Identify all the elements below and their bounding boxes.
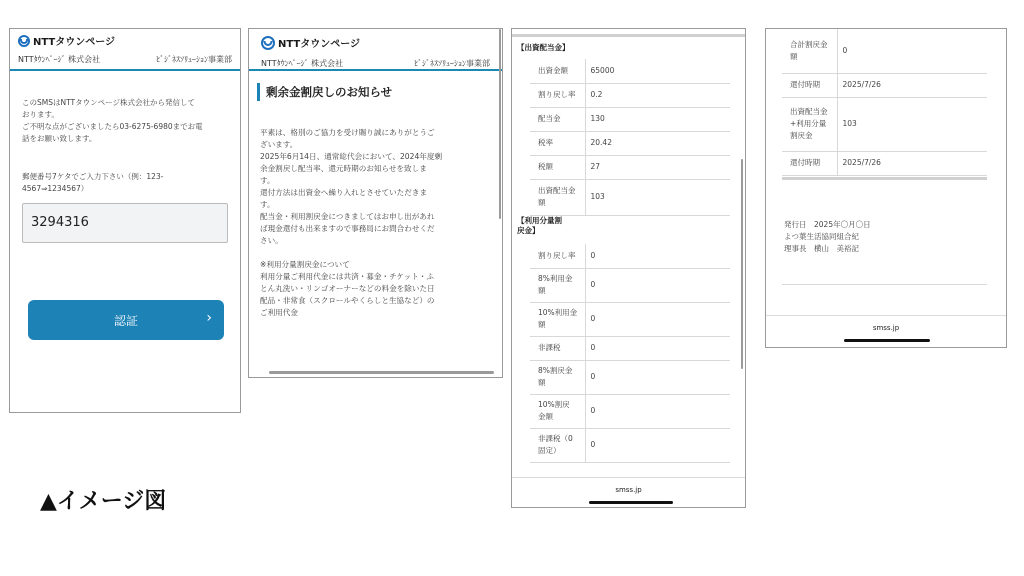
caption: ▲イメージ図 bbox=[40, 489, 167, 514]
row-value: 20.42 bbox=[585, 131, 730, 155]
screen-notice bbox=[248, 28, 503, 378]
row-label: 10%利用金 額 bbox=[530, 302, 585, 336]
divider bbox=[512, 29, 745, 37]
row-label: 8%利用金 額 bbox=[530, 268, 585, 302]
row-value: 103 bbox=[585, 179, 730, 215]
intro-text: このSMSはNTTタウンページ株式会社から発信して おります。 ご不明な点がございましたら03-6275-6980までお電 話をお願い致します。 bbox=[22, 98, 203, 143]
postal-code-input[interactable]: 3294316 bbox=[22, 203, 228, 243]
table-row bbox=[782, 73, 987, 97]
horizontal-scrollbar[interactable] bbox=[269, 371, 494, 374]
row-value: 0 bbox=[585, 244, 730, 268]
table-row bbox=[530, 155, 730, 179]
site-domain: smss.jp bbox=[615, 486, 642, 494]
row-value: 130 bbox=[585, 107, 730, 131]
row-label: 還付時期 bbox=[782, 73, 837, 97]
row-label: 出資金額 bbox=[530, 59, 585, 83]
table-row bbox=[782, 97, 987, 151]
table-row bbox=[782, 151, 987, 175]
usage-refund-note: ※利用分量割戻金について 利用分量ご利用代金には共済・募金・チケット・ふ とん丸洗い・リンゴオーナーなどの料金を除いた日 配品・非常食（スクロールやくらしと生協など）の ご利用代金 bbox=[260, 260, 435, 317]
row-value: 0 bbox=[837, 29, 987, 73]
table-row bbox=[530, 360, 730, 394]
postal-code-label: 郵便番号7ケタでご入力下さい（例：123- 4567⇒1234567） bbox=[22, 172, 164, 193]
row-value: 0 bbox=[585, 302, 730, 336]
ntt-logo: NTTタウンページ bbox=[261, 35, 490, 50]
row-label: 8%割戻金 額 bbox=[530, 360, 585, 394]
chevron-right-icon: › bbox=[206, 310, 212, 326]
row-value: 0 bbox=[585, 360, 730, 394]
table-row bbox=[530, 131, 730, 155]
ntt-logo: NTTタウンページ bbox=[18, 33, 232, 48]
table-row bbox=[530, 179, 730, 215]
table-row bbox=[530, 244, 730, 268]
row-label: 還付時期 bbox=[782, 151, 837, 175]
section-heading-dividend: 【出資配当金】 bbox=[517, 43, 570, 52]
row-value: 27 bbox=[585, 155, 730, 179]
vertical-scrollbar[interactable] bbox=[741, 159, 743, 369]
row-label: 非課税 bbox=[530, 336, 585, 360]
company-name: NTTﾀｳﾝﾍﾟｰｼﾞ 株式会社 bbox=[18, 55, 101, 64]
table-row bbox=[530, 107, 730, 131]
site-domain: smss.jp bbox=[872, 324, 900, 332]
dividend-table bbox=[530, 59, 730, 216]
table-row bbox=[530, 394, 730, 428]
authenticate-button[interactable]: 認証 › bbox=[28, 300, 224, 340]
row-label: 出資配当金 額 bbox=[530, 179, 585, 215]
company-name: NTTﾀｳﾝﾍﾟｰｼﾞ 株式会社 bbox=[261, 59, 344, 68]
issuer-info: 発行日 2025年〇月〇日 よつ葉生活協同組合紀 理事長 横山 美裕記 bbox=[784, 220, 871, 253]
notice-body: 平素は、格別のご協力を受け賜り誠にありがとうご ざいます。 2025年6月14日、通常総代会において、2024年度剰 余金割戻し配当率、還元時期のお知らせを致しま す。 還付方法は出資金へ繰り入れとさせていただきま す。 配当金・利用割戻金につきましてはお申し出があれ ば現金還付も出来ますので事務局にお問合わせくだ さい。 bbox=[260, 128, 443, 245]
row-label: 税率 bbox=[530, 131, 585, 155]
table-row bbox=[530, 59, 730, 83]
home-indicator[interactable] bbox=[844, 339, 930, 342]
table-row bbox=[530, 428, 730, 462]
ntt-logo-icon bbox=[18, 35, 30, 47]
row-label: 割り戻し率 bbox=[530, 244, 585, 268]
row-label: 出資配当金 +利用分量 割戻金 bbox=[782, 97, 837, 151]
row-label: 税額 bbox=[530, 155, 585, 179]
home-indicator[interactable] bbox=[589, 501, 673, 504]
row-value: 0 bbox=[585, 268, 730, 302]
screen-postal-code bbox=[9, 28, 241, 413]
header bbox=[10, 29, 240, 71]
row-label: 配当金 bbox=[530, 107, 585, 131]
refund-summary-table bbox=[782, 29, 987, 176]
browser-footer bbox=[766, 315, 1006, 348]
table-row bbox=[782, 29, 987, 73]
row-value: 0.2 bbox=[585, 83, 730, 107]
row-value: 0 bbox=[585, 336, 730, 360]
usage-refund-table bbox=[530, 244, 730, 463]
department-name: ﾋﾞｼﾞﾈｽｿﾘｭｰｼｮﾝ事業部 bbox=[414, 59, 490, 68]
row-label: 合計割戻金 額 bbox=[782, 29, 837, 73]
table-row bbox=[530, 83, 730, 107]
row-value: 2025/7/26 bbox=[837, 151, 987, 175]
vertical-scrollbar[interactable] bbox=[499, 29, 501, 219]
table-row bbox=[530, 268, 730, 302]
divider bbox=[782, 177, 987, 180]
row-label: 割り戻し率 bbox=[530, 83, 585, 107]
screen-refund-summary bbox=[765, 28, 1007, 348]
row-value: 2025/7/26 bbox=[837, 73, 987, 97]
page-title: 剰余金割戻しのお知らせ bbox=[257, 83, 502, 101]
row-value: 0 bbox=[585, 394, 730, 428]
row-label: 非課税（0 固定） bbox=[530, 428, 585, 462]
table-row bbox=[530, 302, 730, 336]
department-name: ﾋﾞｼﾞﾈｽｿﾘｭｰｼｮﾝ事業部 bbox=[156, 55, 232, 64]
section-heading-usage-refund: 【利用分量割 戻金】 bbox=[517, 216, 562, 235]
row-value: 65000 bbox=[585, 59, 730, 83]
row-value: 103 bbox=[837, 97, 987, 151]
divider bbox=[782, 284, 987, 285]
ntt-logo-icon bbox=[261, 36, 275, 50]
table-row bbox=[530, 336, 730, 360]
row-label: 10%割戻 金額 bbox=[530, 394, 585, 428]
row-value: 0 bbox=[585, 428, 730, 462]
screen-dividend-table bbox=[511, 28, 746, 508]
header bbox=[249, 29, 502, 71]
